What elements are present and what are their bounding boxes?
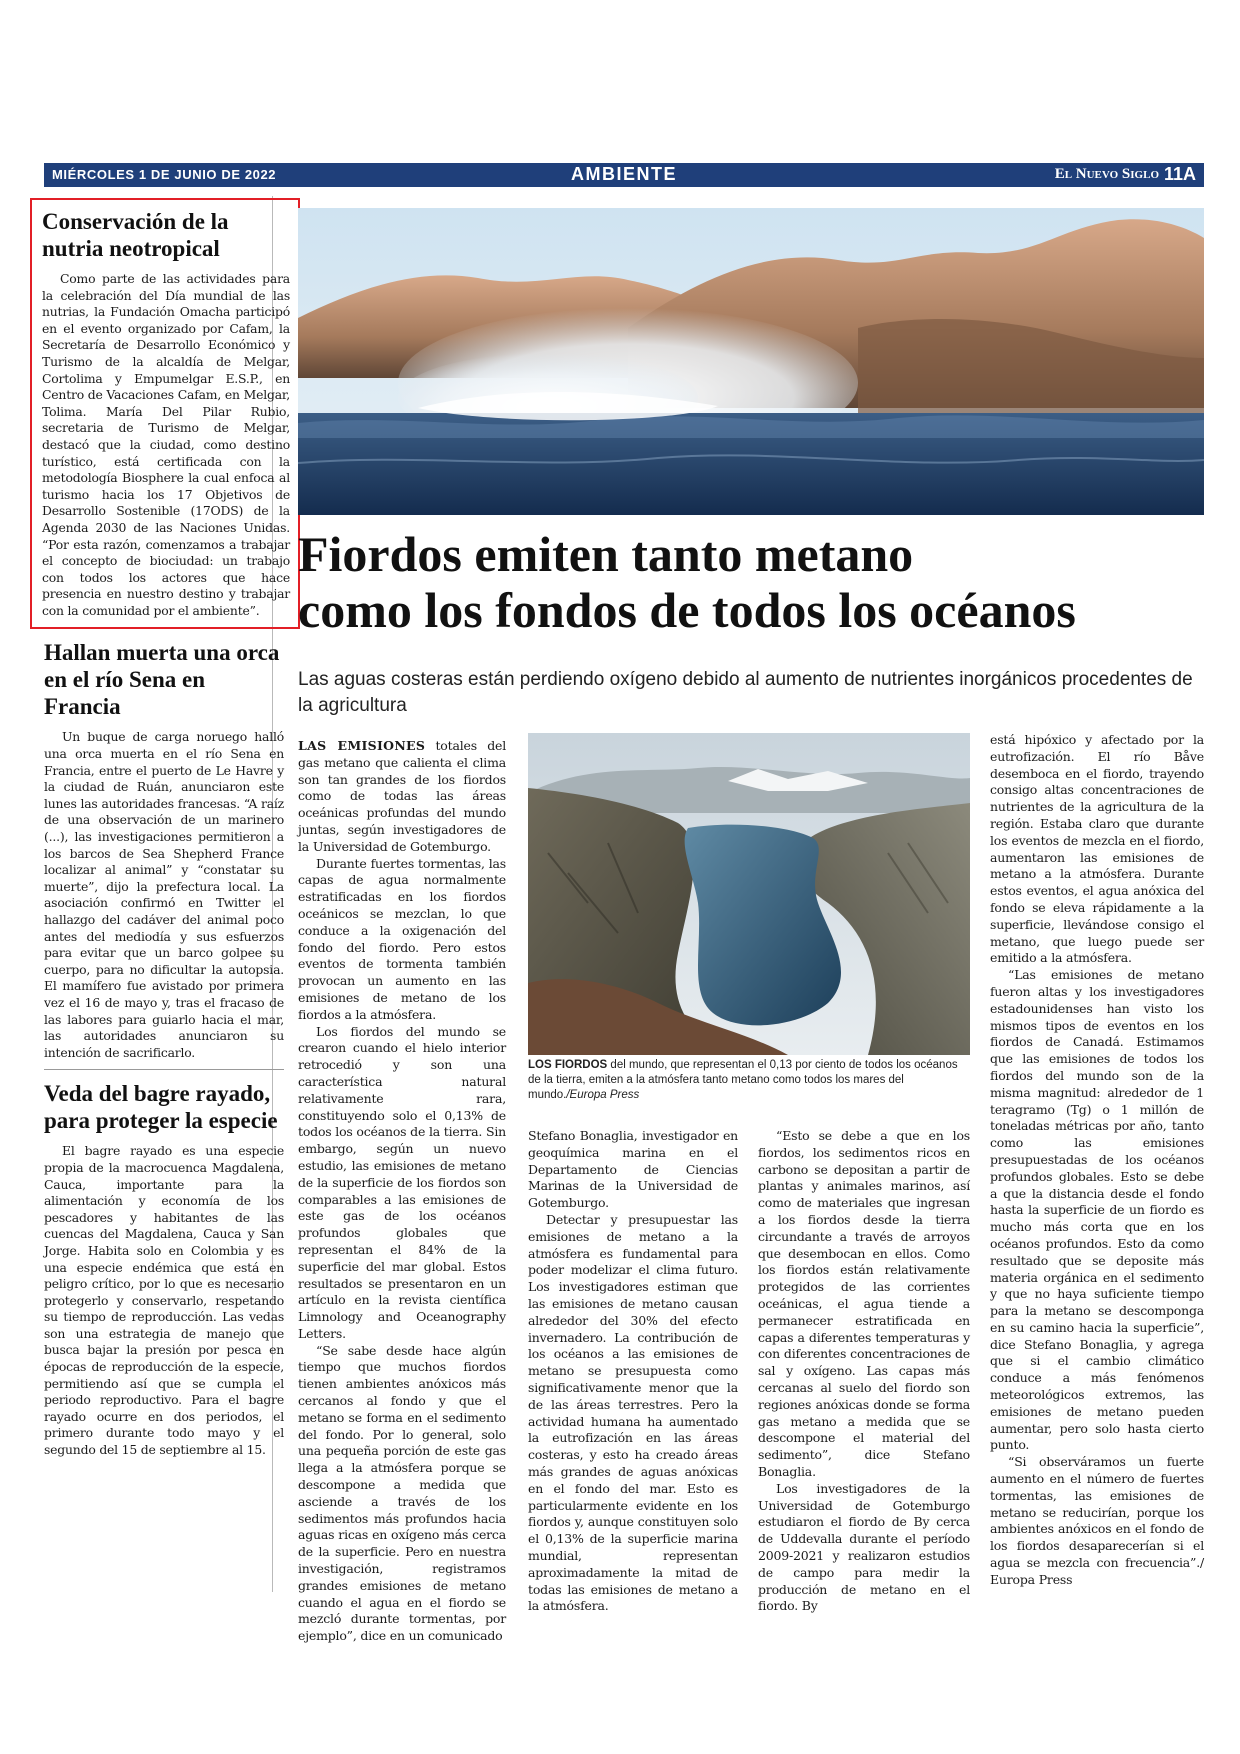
fjord-photo — [528, 733, 970, 1055]
article-column-1 — [298, 738, 506, 1645]
article-subheadline: Las aguas costeras están perdiendo oxígeno debido al aumento de nutrientes inorgánicos procedentes de la agricultura — [298, 669, 1193, 716]
article-paragraph: Durante fuertes tormentas, las capas de agua normalmente estratificadas en los fiordos oceánicos se mezclan, lo que conduce a la oxigenación del fondo del fiordo. Pero estos eventos de tormenta también provocan un aumento en las emisiones de metano de los fiordos a la atmósfera. — [298, 855, 506, 1022]
brief-body: El bagre rayado es una especie propia de la macrocuenca Magdalena, Cauca, importante para la alimentación y economía de los pescadores y habitantes de las cuencas del Magdalena, Cauca y San Jorge. Habita solo en Colombia y es una especie endémica que está en peligro crítico, por lo que es necesario protegerlo y conservarlo, respetando su tiempo de reproducción. Las vedas son una estrategia de manejo que busca bajar la presión por pesca en épocas de reproducción de la especie, permitiendo así que se cumpla el periodo reproductivo. Para el bagre rayado ocurre en dos periodos, el primero durante todo mayo y el segundo del 15 de septiembre al 15. — [44, 1143, 284, 1458]
caption-credit: /Europa Press — [566, 1089, 640, 1101]
hero-photo-coastal-waves — [298, 208, 1204, 515]
issue-date: MIÉRCOLES 1 DE JUNIO DE 2022 — [52, 167, 277, 182]
brief-orca-seine — [44, 639, 284, 1061]
caption-text: del mundo, que representan el 0,13 por ciento de todos los océanos de la tierra, emiten a la atmósfera tanto metano como todos los mares del mundo. — [528, 1059, 958, 1101]
brief-catfish-ban — [44, 1080, 284, 1458]
brief-body: Como parte de las actividades para la celebración del Día mundial de las nutrias, la Fundación Omacha participó en el evento organizado por Cafam, la Secretaría de Desarrollo Económico y Turismo de la alcaldía de Melgar, Cortolima y Empumelgar E.S.P., en Centro de Vacaciones Cafam, en Melgar, Tolima. María Del Pilar Rubio, secretaria de Turismo de Melgar, destacó que la ciudad, como destino turístico, está certificada con la metodología Biosphere la cual enfoca al turismo hacia los 17 Objetivos de Desarrollo Sostenible (17ODS) de la Agenda 2030 de las Naciones Unidas. “Por esta razón, comenzamos a trabajar el concepto de biociudad: un trabajo con todos los actores que hace presencia en nuestro destino y trabajar con la comunidad por el ambiente”. — [42, 271, 290, 618]
section-name: AMBIENTE — [571, 164, 677, 184]
brief-body: Un buque de carga noruego halló una orca muerta en el río Sena en Francia, entre el puerto de Le Havre y la ciudad de Ruán, anunciaron este lunes las autoridades francesas. “A raíz de una observación de un marinero (...), las investigaciones permitieron a los barcos de Sea Shepherd France localizar al animal” y “constatar su muerte”, dijo la prefectura local. La asociación confirmó en Twitter el hallazgo del cadáver del animal poco antes del mediodía y sus esfuerzos para evitar que un barco golpee su cuerpo, para no dificultar la autopsia. El mamífero fue avistado por primera vez el 16 de mayo y, tras el fracaso de las labores para guiarlo hacia el mar, las autoridades anunciaron su intención de sacrificarlo. — [44, 729, 284, 1060]
coastal-waves-image — [298, 208, 1204, 515]
page-number: 11A — [1163, 164, 1196, 184]
brief-otter-conservation — [30, 198, 300, 629]
brief-title: Hallan muerta una orca en el río Sena en Francia — [44, 640, 280, 720]
headline-line-2: como los fondos de todos los océanos — [298, 582, 1076, 638]
sidebar-briefs — [42, 198, 290, 1459]
article-paragraph: “Las emisiones de metano fueron altas y los investigadores estadounidenses han visto los mismos tipos de eventos en los fiordos de Canadá. Estimamos que las emisiones de todos los fiordos del mundo son de la misma magnitud: alrededor de 1 teragramo (Tg) o 1 millón de toneladas métricas por año, tanto como las emisiones presupuestadas de los océanos profundos globales. Esto se debe a que la distancia desde el fondo hasta la superficie de un fiordo es mucho más corta que en los océanos profundos. Esto da como resultado que se deposite más materia orgánica en el sedimento y que no haya suficiente tiempo para la metano se descomponga en su camino hacia la superficie”, dice Stefano Bonaglia, y agrega que si el cambio climático conduce a más fenómenos meteorológicos extremos, las emisiones de metano pueden aumentar, pero solo hasta cierto punto. — [990, 967, 1204, 1453]
article-paragraph: Los fiordos del mundo se crearon cuando el hielo interior retrocedió y son una característica natural relativamente rara, constituyendo solo el 0,13% de todos los océanos de la tierra. Sin embargo, según un nuevo estudio, las emisiones de metano de la superficie de los fiordos son comparables a las emisiones de este gas de los océanos profundos globales que representan el 84% de la superficie del mar global. Estos resultados se presentaron en un artículo en la revista científica Limnology and Oceanography Letters. — [298, 1023, 506, 1341]
photo-caption — [528, 1058, 970, 1103]
brief-title: Veda del bagre rayado, para proteger la especie — [44, 1081, 278, 1134]
caption-lead: LOS FIORDOS — [528, 1059, 608, 1071]
article-paragraph: LAS EMISIONES totales del gas metano que calienta el clima son tan grandes de los fiordos como de todas las áreas oceánicas profundas del mundo juntas, según investigadores de la Universidad de Gotemburgo. — [298, 738, 506, 854]
fjord-image — [528, 733, 970, 1055]
newspaper-brand: El Nuevo Siglo — [1054, 166, 1159, 182]
article-column-4 — [990, 732, 1204, 1589]
article-paragraph: “Si observáramos un fuerte aumento en el número de fuertes tormentas, las emisiones de metano se reducirían, porque los ambientes anóxicos en el fondo de los fiordos desaparecerían si el agua se mezcla con frecuencia”./ Europa Press — [990, 1454, 1204, 1587]
brief-divider — [44, 1069, 284, 1070]
article-paragraph: “Esto se debe a que en los fiordos, los sedimentos ricos en carbono se depositan a partir de plantas y animales marinos, así como de materiales que ingresan a los fiordos desde la tierra circundante a través de arroyos que desembocan en ellos. Como los fiordos están relativamente protegidos de las corrientes oceánicas, el agua tiende a permanecer estratificada en capas a diferentes temperaturas y con diferentes concentraciones de sal y oxígeno. Las capas más cercanas al suelo del fiordo son regiones anóxicas donde se forma gas metano a medida que se descompone el material del sedimento”, dice Stefano Bonaglia. — [758, 1128, 970, 1479]
article-column-2 — [528, 1128, 738, 1615]
article-paragraph: “Se sabe desde hace algún tiempo que muchos fiordos tienen ambientes anóxicos más cercanos al fondo y que el metano se forma en el sedimento del fondo. Por lo general, solo una pequeña porción de este gas llega a la atmósfera porque se descompone a medida que asciende a través de los sedimentos más profundos hacia aguas ricas en oxígeno más cerca de la superficie. Pero en nuestra investigación, registramos grandes emisiones de metano cuando el agua en el fiordo se mezcló durante tormentas, por ejemplo”, dice en un comunicado — [298, 1342, 506, 1644]
article-column-3 — [758, 1128, 970, 1615]
article-paragraph: Stefano Bonaglia, investigador en geoquímica marina en el Departamento de Ciencias Marinas de la Universidad de Gotemburgo. — [528, 1128, 738, 1211]
headline-line-1: Fiordos emiten tanto metano — [298, 526, 914, 582]
page-header-bar — [44, 163, 1204, 187]
article-paragraph: Los investigadores de la Universidad de Gotemburgo estudiaron el fiordo de By cerca de Uddevalla durante el período 2009-2021 y realizaron estudios de campo para medir la producción de metano en el fiordo. By — [758, 1480, 970, 1614]
article-paragraph: Detectar y presupuestar las emisiones de metano a la atmósfera es fundamental para poder modelizar el clima futuro. Los investigadores estiman que las emisiones de metano causan alrededor del 30% del efecto invernadero. La contribución de los océanos a las emisiones de metano se presupuesta como significativamente menor que la de las áreas terrestres. Pero la actividad humana ha aumentado la eutrofización en las áreas costeras, y esto ha creado áreas más grandes de aguas anóxicas en el fondo del mar. Esto es particularmente evidente en los fiordos y, aunque constituyen solo el 0,13% de la superficie marina mundial, representan aproximadamente la mitad de todas las emisiones de metano a la atmósfera. — [528, 1211, 738, 1614]
article-paragraph: está hipóxico y afectado por la eutrofización. El río Båve desemboca en el fiordo, trayendo consigo altas concentraciones de nutrientes de la agricultura de la región. Estaba claro que durante los eventos de mezcla en el fiordo, aumentaron las emisiones de metano a la atmósfera. Durante estos eventos, el agua anóxica del fondo se eleva rápidamente a la superficie, llevándose consigo el metano, que luego puede ser emitido a la atmósfera. — [990, 732, 1204, 966]
article-headline — [298, 526, 1204, 638]
lead-word: LAS EMISIONES — [298, 738, 426, 753]
brief-title: Conservación de la nutria neotropical — [42, 209, 229, 261]
